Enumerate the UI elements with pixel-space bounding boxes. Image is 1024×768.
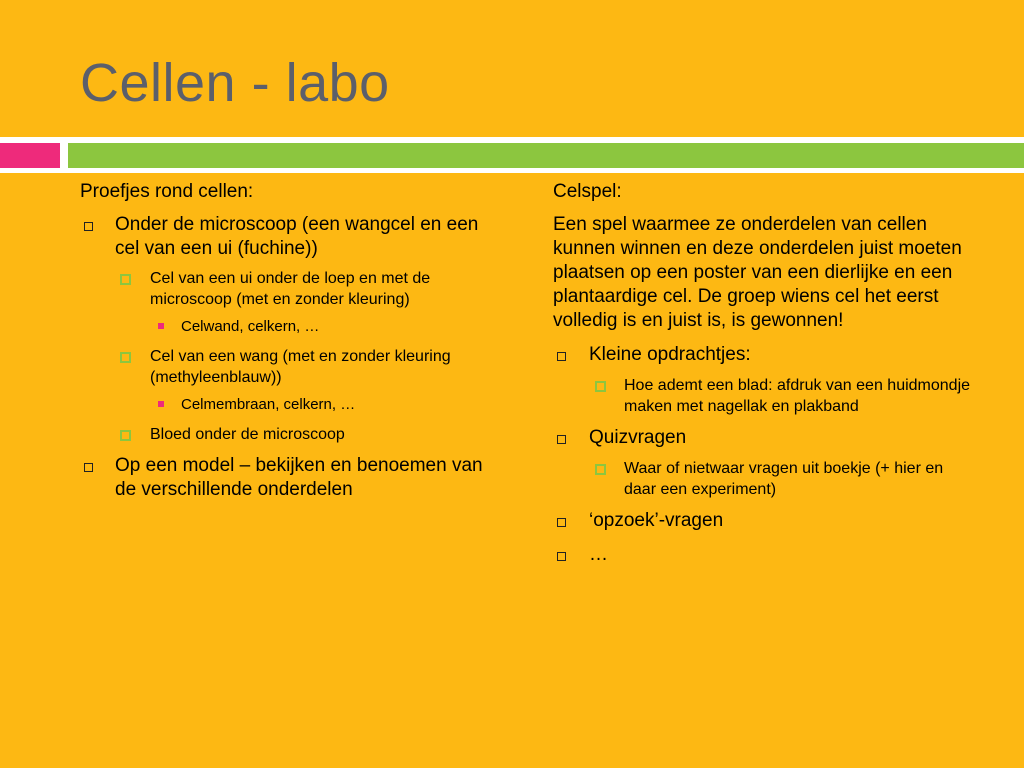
list-item-text: Bloed onder de microscoop: [150, 426, 345, 443]
green-square-bullet-icon: [595, 381, 606, 392]
list-item: [80, 346, 500, 388]
pink-square-bullet-icon: [158, 323, 164, 329]
list-item-text: Waar of nietwaar vragen uit boekje (+ hier en daar een experiment): [624, 460, 944, 498]
right-column: [553, 180, 973, 567]
list-item: [553, 375, 973, 417]
list-item-text: ‘opzoek’-vragen: [589, 510, 724, 531]
green-square-bullet-icon: [120, 352, 131, 363]
hollow-square-bullet-icon: [557, 435, 566, 444]
list-item-text: Hoe ademt een blad: afdruk van een huidmondje maken met nagellak en plakband: [624, 377, 971, 415]
list-item: [80, 424, 500, 445]
green-square-bullet-icon: [120, 274, 131, 285]
list-item: [80, 454, 500, 502]
list-item-text: …: [589, 544, 608, 565]
right-heading: Celspel:: [553, 181, 622, 202]
hollow-square-bullet-icon: [557, 352, 566, 361]
green-square-bullet-icon: [120, 430, 131, 441]
left-heading: Proefjes rond cellen:: [80, 181, 254, 202]
list-item: [553, 343, 973, 367]
list-item: [553, 426, 973, 450]
hollow-square-bullet-icon: [557, 518, 566, 527]
right-paragraph: Een spel waarmee ze onderdelen van cellen kunnen winnen en deze onderdelen juist moeten plaatsen op een poster van een dierlijke en een plantaardige cel. De groep wiens cel het eerst volledig is en juist is, is gewonnen!: [553, 214, 962, 331]
list-item-text: Cel van een ui onder de loep en met de microscoop (met en zonder kleuring): [150, 270, 431, 308]
pink-square-bullet-icon: [158, 401, 164, 407]
hollow-square-bullet-icon: [557, 552, 566, 561]
hollow-square-bullet-icon: [84, 222, 93, 231]
accent-bar-green: [68, 143, 1024, 168]
accent-bar-pink: [0, 143, 60, 168]
list-item-text: Celmembraan, celkern, …: [181, 396, 356, 413]
list-item: [553, 543, 973, 567]
list-item-text: Onder de microscoop (een wangcel en een cel van een ui (fuchine)): [115, 214, 479, 259]
green-square-bullet-icon: [595, 464, 606, 475]
list-item: [80, 268, 500, 310]
list-item-text: Op een model – bekijken en benoemen van de verschillende onderdelen: [115, 455, 483, 500]
list-item-text: Kleine opdrachtjes:: [589, 344, 751, 365]
slide-title: Cellen - labo: [80, 53, 390, 113]
hollow-square-bullet-icon: [84, 463, 93, 472]
left-column: [80, 180, 500, 502]
list-item-text: Celwand, celkern, …: [181, 318, 320, 335]
list-item: [80, 213, 500, 261]
list-item: [80, 395, 500, 415]
list-item-text: Quizvragen: [589, 427, 687, 448]
list-item: [80, 317, 500, 337]
list-item-text: Cel van een wang (met en zonder kleuring (methyleenblauw)): [150, 348, 451, 386]
list-item: [553, 458, 973, 500]
list-item: [553, 509, 973, 533]
